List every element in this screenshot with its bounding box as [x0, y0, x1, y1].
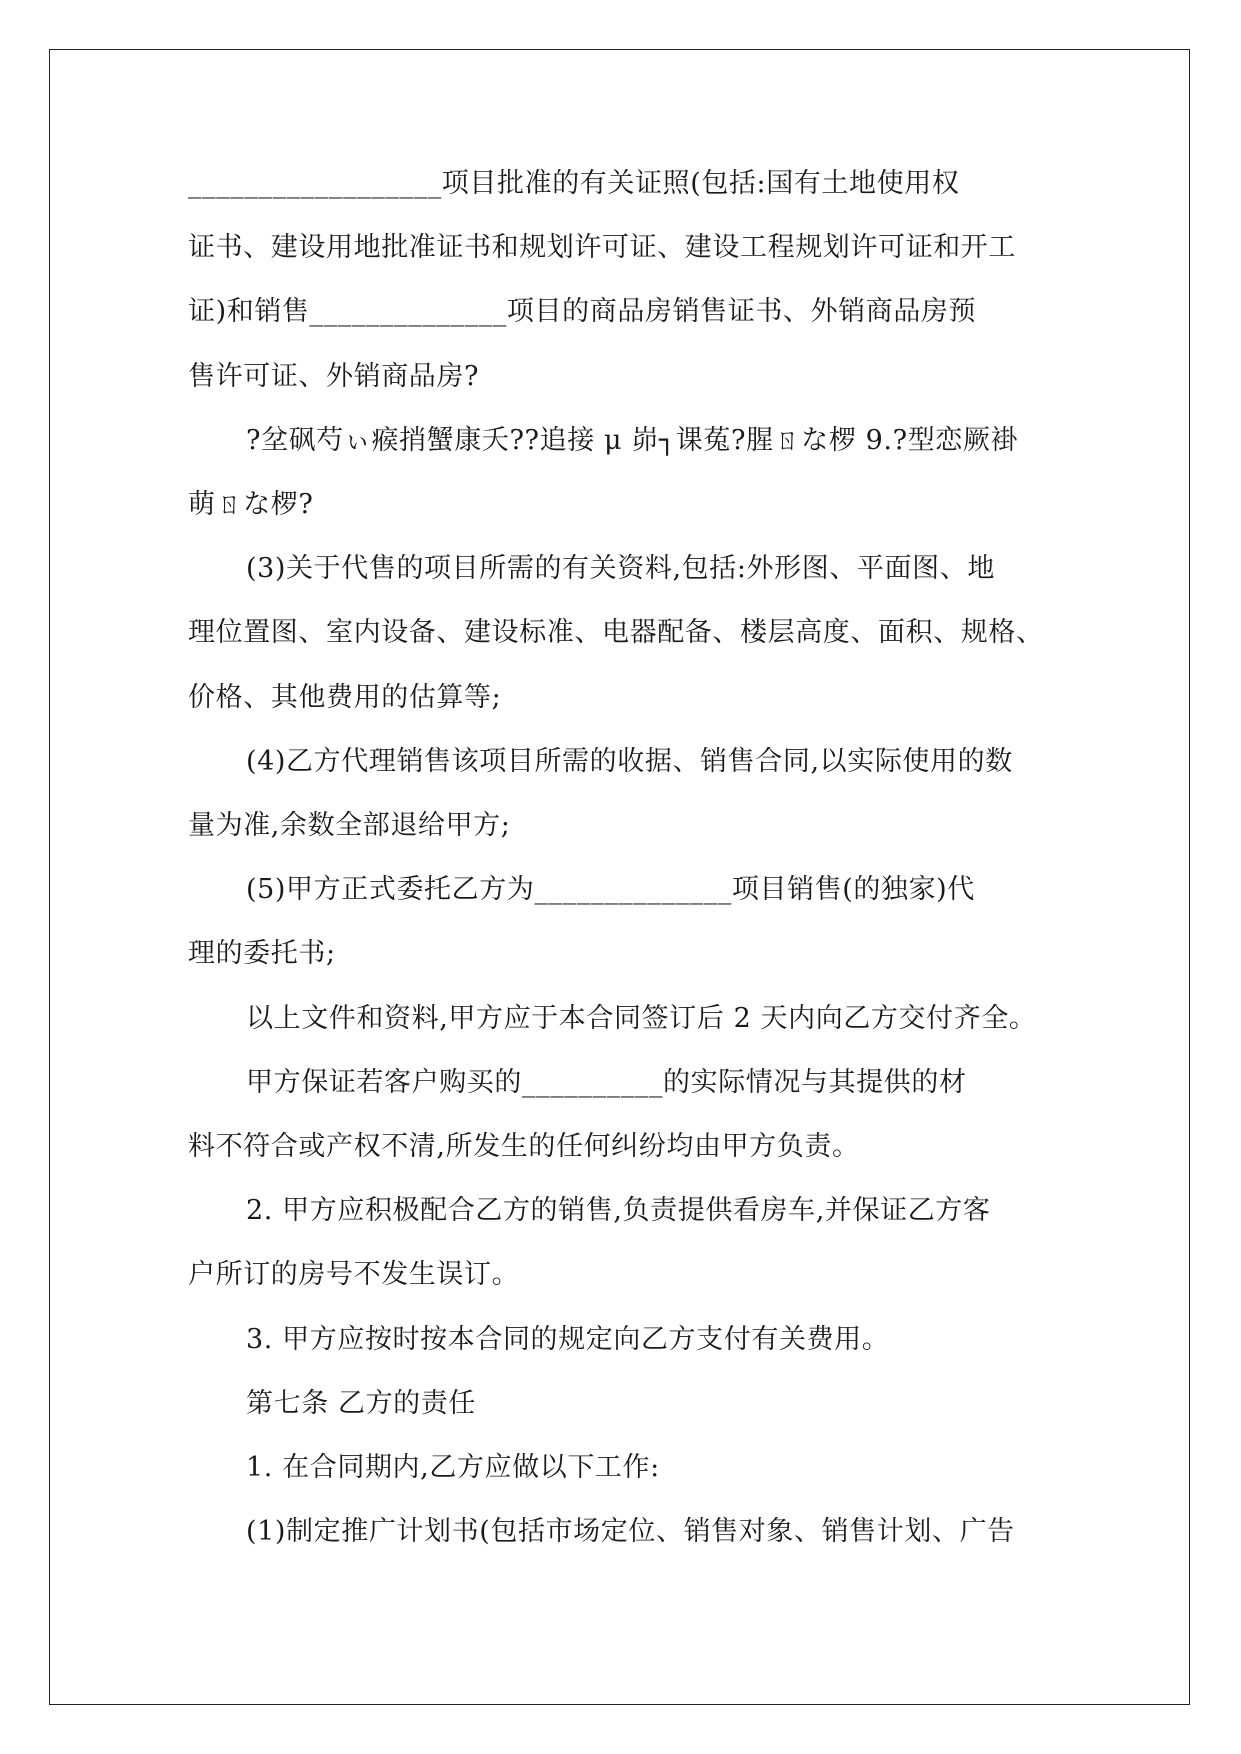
text-line: 理的委托书; [188, 938, 336, 970]
text-line: 量为准,余数全部退给甲方; [188, 810, 511, 842]
text-line: 以上文件和资料,甲方应于本合同签订后 2 天内向乙方交付齐全。 [246, 1002, 1037, 1034]
text-line: 价格、其他费用的估算等; [188, 681, 502, 713]
text-line: ?坌砜芍ぃ瘊捎蟹康夭??追接 μ 峁┐课菟?腥ㄖな椤 9.?型恋厥褂 [246, 424, 1019, 456]
text-line: (3)关于代售的项目所需的有关资料,包括:外形图、平面图、地 [246, 553, 995, 585]
text-line: 售许可证、外销商品房? [188, 360, 480, 392]
text-line: 料不符合或产权不清,所发生的任何纠纷均由甲方负责。 [188, 1131, 860, 1163]
text-line: 户所订的房号不发生误订。 [188, 1259, 520, 1291]
text-line: 证书、建设用地批准证书和规划许可证、建设工程规划许可证和开工 [188, 232, 1016, 264]
text-line: 2. 甲方应积极配合乙方的销售,负责提供看房车,并保证乙方客 [246, 1195, 991, 1227]
document-body [188, 152, 1068, 1564]
text-line: 1. 在合同期内,乙方应做以下工作: [246, 1452, 660, 1484]
text-line: (5)甲方正式委托乙方为______________项目销售(的独家)代 [246, 874, 975, 906]
text-line: (4)乙方代理销售该项目所需的收据、销售合同,以实际使用的数 [246, 745, 1013, 777]
text-line: (1)制定推广计划书(包括市场定位、销售对象、销售计划、广告 [246, 1516, 1015, 1548]
text-line: 萌ㄖな椤? [188, 489, 314, 521]
text-line: 理位置图、室内设备、建设标准、电器配备、楼层高度、面积、规格、 [188, 617, 1044, 649]
text-line: __________________项目批准的有关证照(包括:国有土地使用权 [188, 168, 960, 199]
text-line: 甲方保证若客户购买的__________的实际情况与其提供的材 [246, 1066, 967, 1098]
section-heading: 第七条 乙方的责任 [246, 1387, 476, 1419]
text-line: 证)和销售______________项目的商品房销售证书、外销商品房预 [188, 296, 977, 328]
text-line: 3. 甲方应按时按本合同的规定向乙方支付有关费用。 [246, 1323, 890, 1355]
